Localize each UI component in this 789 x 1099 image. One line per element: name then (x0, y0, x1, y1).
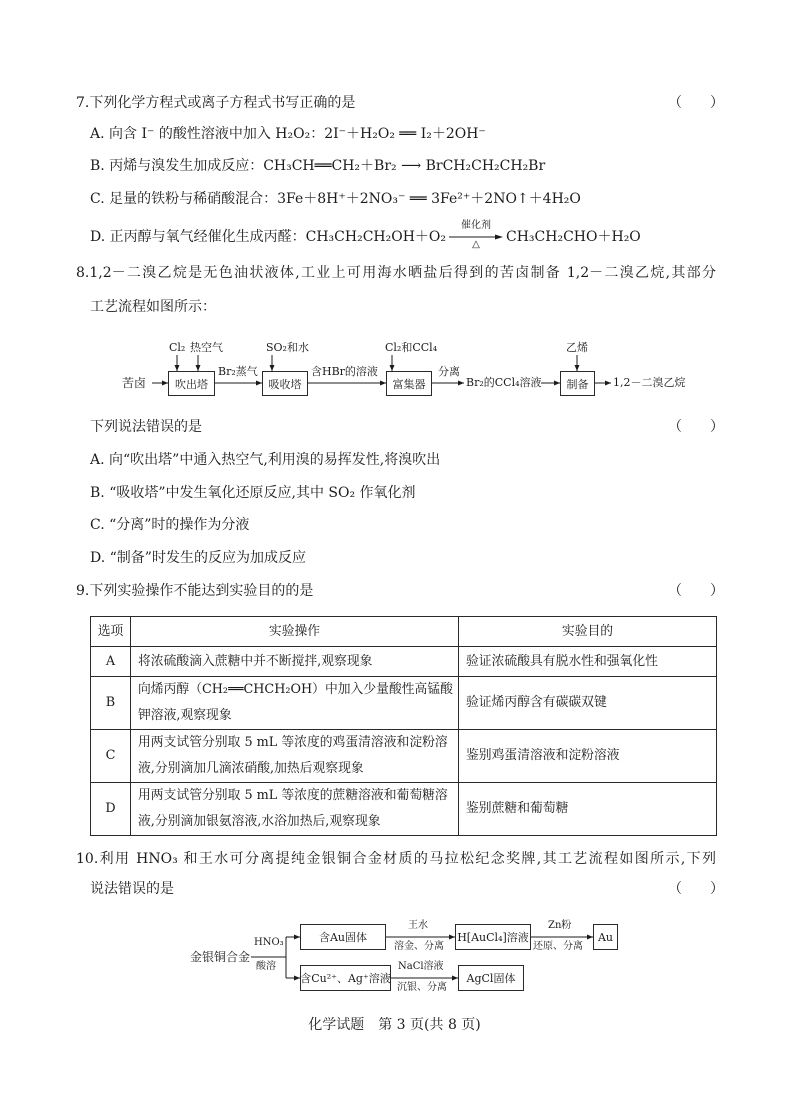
q7-option-d-reactants: D. 正丙醇与氧气经催化生成丙醛：CH₃CH₂CH₂OH＋O₂ (90, 229, 447, 245)
q7-option-a: A. 向含 I⁻ 的酸性溶液中加入 H₂O₂：2I⁻＋H₂O₂ ══ I₂＋2OH⁻ (90, 126, 486, 142)
reagent-hno3-label: HNO₃ (254, 937, 284, 948)
q9-stem: 9.下列实验操作不能达到实验目的的是 (76, 583, 314, 599)
au-box: Au (593, 924, 618, 950)
table-row (91, 783, 717, 836)
experiment-table (90, 616, 717, 836)
row-purpose: 验证烯丙醇含有碳碳双键 (459, 677, 717, 730)
stream-separation-label: 分离 (438, 365, 460, 378)
input-ethylene-label: 乙烯 (566, 341, 588, 354)
q7-option-d-products: CH₃CH₂CHO＋H₂O (506, 229, 641, 245)
header-purpose: 实验目的 (459, 617, 717, 647)
row-purpose: 验证浓硫酸具有脱水性和强氧化性 (459, 647, 717, 677)
agcl-solid-box: AgCl固体 (458, 965, 524, 991)
row-option: D (91, 783, 131, 836)
table-row (91, 647, 717, 677)
q8-question: 下列说法错误的是 (90, 419, 202, 435)
haucl4-solution-box: H[AuCl₄]溶液 (455, 924, 531, 950)
operation-line: 液,分别滴加银氨溶液,水浴加热后,观察现象 (138, 814, 381, 829)
au-solid-box: 含Au固体 (300, 924, 386, 950)
q8-answer-bracket: （ ） (668, 419, 724, 435)
row-operation (131, 647, 459, 677)
q7-answer-bracket: （ ） (668, 95, 724, 111)
row-option: C (91, 730, 131, 783)
q7-option-d (90, 220, 641, 250)
header-option: 选项 (91, 617, 131, 647)
table-row (91, 730, 717, 783)
row-operation (131, 677, 459, 730)
stream-br2-ccl4-label: Br₂的CCl₄溶液 (466, 376, 542, 389)
row-purpose: 鉴别鸡蛋清溶液和淀粉溶液 (459, 730, 717, 783)
operation-line: 将浓硫酸滴入蔗糖中并不断搅拌,观察现象 (138, 653, 373, 669)
q7-option-c: C. 足量的铁粉与稀硝酸混合：3Fe＋8H⁺＋2NO₃⁻ ══ 3Fe²⁺＋2NO↑＋4H₂O (90, 191, 581, 207)
q8-option-c: C. “分离”时的操作为分液 (90, 517, 250, 533)
q10-stem-line-2: 说法错误的是 (90, 881, 174, 897)
operation-line: 用两支试管分别取 5 mL 等浓度的鸡蛋清溶液和淀粉溶 (138, 735, 448, 750)
table-header-row (91, 617, 717, 647)
input-hot-air-label: 热空气 (190, 341, 223, 354)
reagent-aqua-regia-label: 王水 (408, 920, 428, 931)
stream-hbr-solution-label: 含HBr的溶液 (311, 365, 378, 378)
start-alloy-label: 金银铜合金 (190, 950, 251, 964)
unit-blow-out-tower: 吹出塔 (168, 371, 215, 396)
heat-label: △ (472, 239, 480, 250)
q10-answer-bracket: （ ） (668, 881, 724, 897)
unit-absorption-tower: 吸收塔 (262, 371, 308, 396)
operation-line: 液,分别滴加几滴浓硝酸,加热后观察现象 (138, 761, 364, 776)
product-label: 1,2－二溴乙烷 (613, 376, 686, 389)
unit-preparation: 制备 (560, 371, 595, 396)
row-purpose: 鉴别蔗糖和葡萄糖 (459, 783, 717, 836)
row-operation (131, 783, 459, 836)
reagent-zn-label: Zn粉 (548, 920, 572, 931)
row-operation (131, 730, 459, 783)
q8-option-a: A. 向“吹出塔”中通入热空气,利用溴的易挥发性,将溴吹出 (90, 452, 441, 468)
unit-enricher: 富集器 (386, 371, 432, 396)
q8-option-b: B. “吸收塔”中发生氧化还原反应,其中 SO₂ 作氧化剂 (90, 485, 416, 501)
q9-answer-bracket: （ ） (668, 583, 724, 599)
reagent-nacl-label: NaCl溶液 (398, 961, 444, 972)
row-option: A (91, 647, 131, 677)
q8-stem-line-1: 8.1,2－二溴乙烷是无色油状液体,工业上可用海水晒盐后得到的苦卤制备 1,2－二溴乙烷,其部分 (76, 265, 716, 281)
operation-line: 钾溶液,观察现象 (138, 708, 232, 723)
q8-stem-line-2: 工艺流程如图所示： (90, 299, 216, 315)
row-option: B (91, 677, 131, 730)
operation-line: 向烯丙醇（CH₂══CHCH₂OH）中加入少量酸性高锰酸 (138, 682, 453, 697)
step-precipitate-label: 沉银、分离 (397, 982, 447, 993)
input-cl2-ccl4-label: Cl₂和CCl₄ (385, 341, 438, 354)
step-acid-label: 酸溶 (256, 961, 276, 972)
cu-ag-solution-box: 含Cu²⁺、Ag⁺溶液 (300, 965, 391, 991)
operation-line: 用两支试管分别取 5 mL 等浓度的蔗糖溶液和葡萄糖溶 (138, 788, 448, 803)
reaction-condition-arrow (449, 220, 503, 250)
table-row (91, 677, 717, 730)
page-footer: 化学试题 第 3 页(共 8 页) (308, 1017, 481, 1033)
input-so2-water-label: SO₂和水 (266, 341, 309, 354)
start-brine-label: 苦卤 (122, 376, 147, 390)
step-dissolve-label: 溶金、分离 (394, 941, 444, 952)
input-cl2-label: Cl₂ (169, 341, 186, 354)
stream-br2-vapor-label: Br₂蒸气 (218, 365, 258, 378)
header-operation: 实验操作 (131, 617, 459, 647)
q10-stem-line-1: 10.利用 HNO₃ 和王水可分离提纯金银铜合金材质的马拉松纪念奖牌,其工艺流程如图所示,下列 (76, 851, 716, 867)
catalyst-label: 催化剂 (461, 220, 492, 231)
q8-option-d: D. “制备”时发生的反应为加成反应 (90, 550, 306, 566)
step-reduce-label: 还原、分离 (533, 941, 583, 952)
q7-stem: 7.下列化学方程式或离子方程式书写正确的是 (76, 95, 356, 111)
q7-option-b: B. 丙烯与溴发生加成反应：CH₃CH══CH₂＋Br₂ ⟶ BrCH₂CH₂CH₂Br (90, 158, 546, 174)
